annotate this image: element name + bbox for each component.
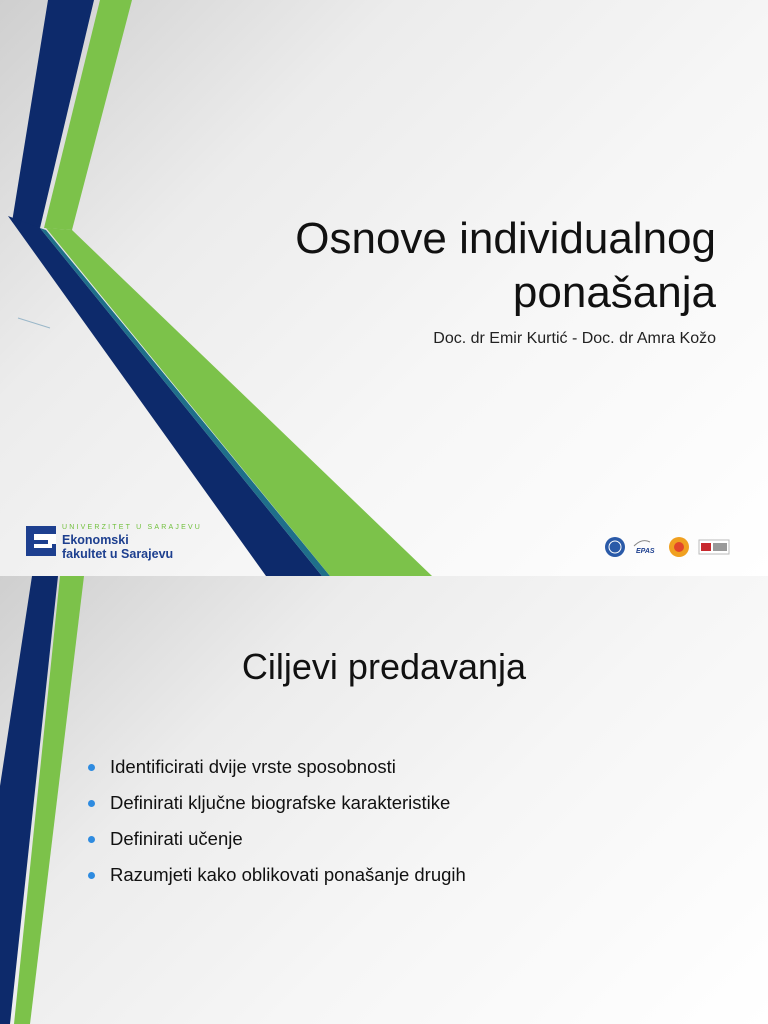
- presentation-authors: Doc. dr Emir Kurtić - Doc. dr Amra Kožo: [433, 330, 716, 347]
- objectives-list: [88, 756, 466, 900]
- epas-logo-icon: [632, 536, 662, 558]
- aacsb-seal-icon: [604, 536, 626, 558]
- epas-text: EPAS: [636, 548, 655, 555]
- title-line-1: Osnove individualnog: [295, 214, 716, 263]
- certification-mark-icon: [698, 536, 730, 558]
- list-item: [88, 792, 466, 828]
- faculty-name-line-2: fakultet u Sarajevu: [62, 547, 174, 561]
- faint-line: [18, 318, 50, 328]
- objectives-slide: [0, 576, 768, 1024]
- list-item: [88, 756, 466, 792]
- accreditation-seal-icon: [668, 536, 690, 558]
- bullet-icon: [88, 800, 95, 807]
- faculty-logo-icon: [26, 526, 56, 556]
- faculty-name-line-1: Ekonomski: [62, 533, 129, 547]
- slide-title: Ciljevi predavanja: [241, 646, 527, 687]
- bullet-icon: [88, 836, 95, 843]
- title-line-2: ponašanja: [512, 268, 716, 317]
- list-item: [88, 828, 466, 864]
- faculty-logo: [26, 524, 206, 560]
- list-item: [88, 864, 466, 900]
- university-label: UNIVERZITET U SARAJEVU: [62, 524, 203, 531]
- list-item-text: Razumjeti kako oblikovati ponašanje drugih: [110, 864, 466, 885]
- list-item-text: Definirati ključne biografske karakteristike: [110, 792, 451, 813]
- presentation-title: [196, 212, 716, 320]
- bullet-icon: [88, 872, 95, 879]
- list-item-text: Identificirati dvije vrste sposobnosti: [110, 756, 396, 777]
- bullet-icon: [88, 764, 95, 771]
- faculty-name: [62, 533, 173, 561]
- list-item-text: Definirati učenje: [110, 828, 243, 849]
